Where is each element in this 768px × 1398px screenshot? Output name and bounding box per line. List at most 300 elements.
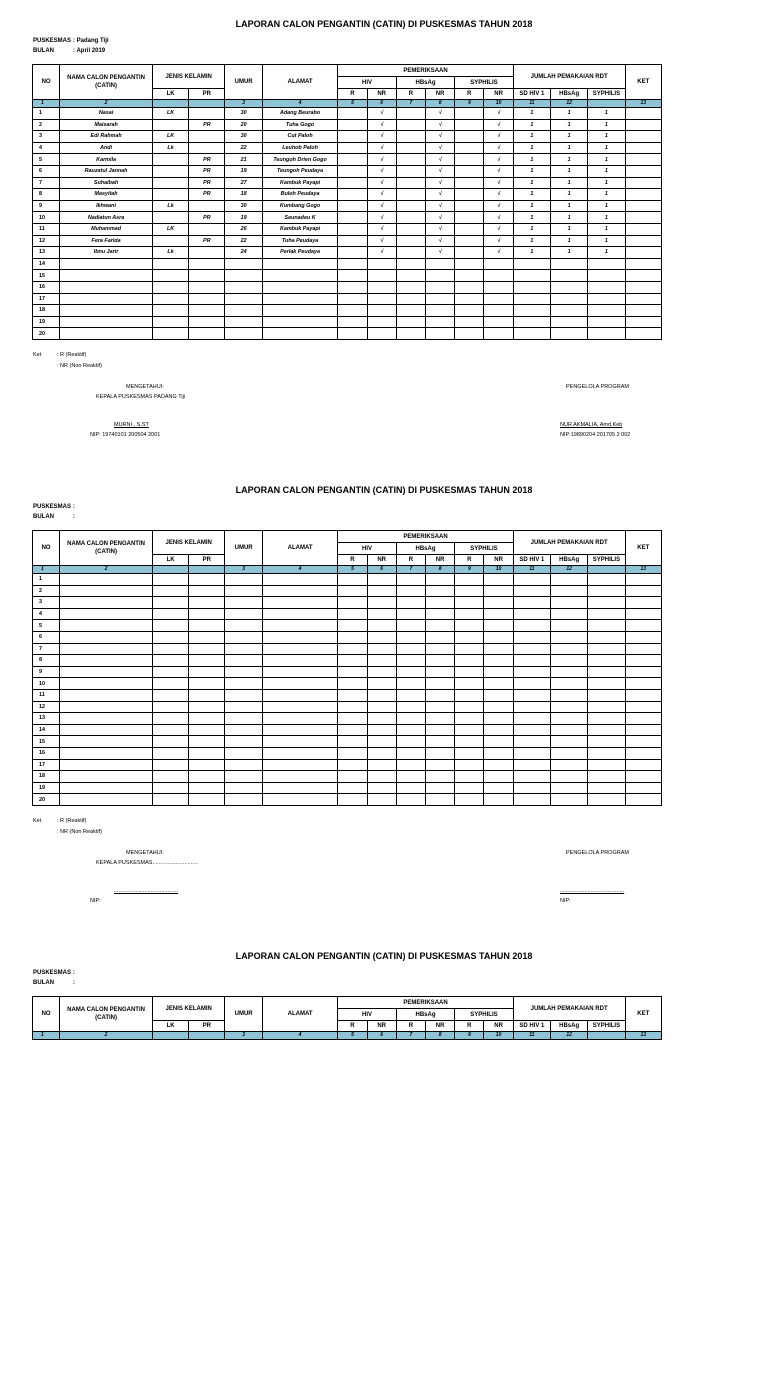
cell-syphilis-r — [455, 247, 484, 259]
cell-hbsag-nr — [426, 258, 455, 270]
cell-hiv-nr — [367, 258, 396, 270]
cell-ket — [625, 189, 661, 201]
table-row — [33, 316, 662, 328]
cell-hbsag-nr: √ — [426, 108, 455, 120]
cell-lk — [152, 293, 188, 305]
cell-umur — [225, 666, 262, 678]
catin-table — [32, 64, 662, 340]
cell-ket — [625, 678, 661, 690]
legend-label: Ket — [33, 352, 42, 358]
report-sheet — [0, 0, 768, 466]
cell-umur — [225, 305, 262, 317]
cell-hbsag-r — [396, 293, 425, 305]
cell-syphilis-r — [455, 794, 484, 806]
column-number: 13 — [625, 100, 661, 108]
cell-lk — [152, 713, 188, 725]
cell-rdt-hbsag: 1 — [551, 142, 588, 154]
cell-hbsag-nr — [426, 305, 455, 317]
cell-hbsag-r — [396, 258, 425, 270]
cell-hbsag-r — [396, 305, 425, 317]
col-rdt-syphilis: SYPHILIS — [588, 555, 625, 566]
cell-rdt-syphilis: 1 — [588, 165, 625, 177]
column-number: 1 — [33, 1032, 60, 1040]
cell-umur: 30 — [225, 108, 262, 120]
table-row — [33, 235, 662, 247]
cell-lk — [152, 701, 188, 713]
cell-nama: Edi Rahmah — [60, 131, 153, 143]
cell-lk — [152, 119, 188, 131]
cell-hiv-r — [338, 747, 367, 759]
cell-umur — [225, 713, 262, 725]
cell-syphilis-r — [455, 293, 484, 305]
cell-rdt-hbsag: 1 — [551, 247, 588, 259]
cell-rdt-syphilis: 1 — [588, 189, 625, 201]
cell-rdt-hiv: 1 — [513, 223, 550, 235]
cell-rdt-syphilis: 1 — [588, 108, 625, 120]
col-rdt-sd-hiv1: SD HIV 1 — [513, 89, 550, 100]
cell-hiv-nr — [367, 608, 396, 620]
cell-hiv-nr — [367, 597, 396, 609]
cell-rdt-hiv: 1 — [513, 247, 550, 259]
cell-rdt-hbsag — [551, 281, 588, 293]
cell-syphilis-r — [455, 782, 484, 794]
cell-nama — [60, 713, 153, 725]
cell-umur: 30 — [225, 131, 262, 143]
column-number — [588, 100, 625, 108]
cell-ket — [625, 701, 661, 713]
cell-syphilis-nr: √ — [484, 165, 513, 177]
legend — [33, 816, 102, 838]
cell-nama — [60, 736, 153, 748]
cell-hbsag-r — [396, 142, 425, 154]
col-syphilis-nr: NR — [484, 555, 513, 566]
table-row — [33, 631, 662, 643]
cell-rdt-hbsag — [551, 574, 588, 586]
cell-hbsag-r — [396, 223, 425, 235]
cell-alamat — [262, 328, 338, 340]
cell-rdt-hiv — [513, 678, 550, 690]
cell-umur — [225, 689, 262, 701]
cell-hbsag-nr: √ — [426, 189, 455, 201]
cell-hiv-nr — [367, 631, 396, 643]
cell-syphilis-r — [455, 666, 484, 678]
cell-no: 18 — [33, 305, 60, 317]
cell-rdt-hbsag: 1 — [551, 165, 588, 177]
cell-syphilis-r — [455, 631, 484, 643]
col-hiv-nr: NR — [367, 1021, 396, 1032]
cell-syphilis-r — [455, 724, 484, 736]
col-syphilis: SYPHILIS — [455, 77, 514, 89]
cell-rdt-hbsag — [551, 620, 588, 632]
column-number: 9 — [455, 566, 484, 574]
col-pr: PR — [189, 89, 225, 100]
column-number: 11 — [513, 100, 550, 108]
cell-lk — [152, 154, 188, 166]
cell-rdt-hbsag: 1 — [551, 154, 588, 166]
cell-ket — [625, 747, 661, 759]
cell-hbsag-nr: √ — [426, 119, 455, 131]
cell-alamat — [262, 701, 338, 713]
cell-hiv-nr — [367, 305, 396, 317]
pengelola-title: PENGELOLA PROGRAM — [566, 850, 629, 856]
column-number: 6 — [367, 100, 396, 108]
cell-hbsag-r — [396, 620, 425, 632]
bulan-line — [33, 46, 109, 56]
table-row — [33, 655, 662, 667]
cell-syphilis-r — [455, 597, 484, 609]
cell-nama: Nadiatun Asra — [60, 212, 153, 224]
cell-ket — [625, 328, 661, 340]
col-alamat: ALAMAT — [262, 997, 338, 1032]
cell-rdt-syphilis — [588, 701, 625, 713]
table-row — [33, 713, 662, 725]
cell-hbsag-nr — [426, 771, 455, 783]
cell-syphilis-r — [455, 223, 484, 235]
cell-rdt-hiv — [513, 701, 550, 713]
cell-no: 6 — [33, 631, 60, 643]
cell-hiv-nr — [367, 328, 396, 340]
cell-ket — [625, 247, 661, 259]
cell-hiv-r — [338, 154, 367, 166]
puskesmas-line — [33, 968, 75, 978]
cell-ket — [625, 131, 661, 143]
cell-alamat: Tuha Peudaya — [262, 235, 338, 247]
cell-rdt-hbsag: 1 — [551, 189, 588, 201]
cell-hiv-r — [338, 200, 367, 212]
cell-pr — [189, 655, 225, 667]
cell-pr: PR — [189, 235, 225, 247]
col-jenis-kelamin: JENIS KELAMIN — [152, 531, 225, 555]
cell-pr — [189, 794, 225, 806]
cell-pr — [189, 724, 225, 736]
cell-hiv-nr: √ — [367, 177, 396, 189]
cell-hiv-nr: √ — [367, 235, 396, 247]
col-no: NO — [33, 65, 60, 100]
cell-no: 9 — [33, 200, 60, 212]
bulan-label: BULAN — [33, 514, 54, 520]
cell-hiv-nr — [367, 281, 396, 293]
cell-syphilis-nr — [484, 747, 513, 759]
col-lk: LK — [152, 1021, 188, 1032]
cell-ket — [625, 305, 661, 317]
cell-hbsag-r — [396, 328, 425, 340]
cell-nama — [60, 782, 153, 794]
col-rdt-hbsag: HBsAg — [551, 555, 588, 566]
cell-umur — [225, 701, 262, 713]
cell-rdt-syphilis: 1 — [588, 154, 625, 166]
column-number — [152, 566, 188, 574]
cell-rdt-hiv — [513, 608, 550, 620]
cell-umur: 30 — [225, 200, 262, 212]
cell-rdt-syphilis: 1 — [588, 212, 625, 224]
pengelola-name: .......................................... — [560, 888, 625, 894]
cell-rdt-hbsag — [551, 305, 588, 317]
bulan-line — [33, 512, 75, 522]
cell-lk — [152, 736, 188, 748]
cell-hbsag-nr: √ — [426, 247, 455, 259]
report-title: LAPORAN CALON PENGANTIN (CATIN) DI PUSKESMAS TAHUN 2018 — [235, 485, 533, 495]
table-row — [33, 223, 662, 235]
cell-lk — [152, 177, 188, 189]
cell-ket — [625, 724, 661, 736]
cell-hbsag-r — [396, 643, 425, 655]
col-nama: NAMA CALON PENGANTIN (CATIN) — [60, 997, 153, 1032]
table-row — [33, 200, 662, 212]
cell-rdt-hiv: 1 — [513, 212, 550, 224]
cell-hiv-r — [338, 108, 367, 120]
col-jumlah-rdt: JUMLAH PEMAKAIAN RDT — [513, 997, 625, 1021]
col-syphilis-r: R — [455, 1021, 484, 1032]
cell-nama — [60, 258, 153, 270]
cell-ket — [625, 655, 661, 667]
cell-rdt-syphilis — [588, 597, 625, 609]
column-number: 11 — [513, 1032, 550, 1040]
cell-hbsag-r — [396, 759, 425, 771]
cell-hbsag-nr — [426, 631, 455, 643]
cell-umur: 21 — [225, 154, 262, 166]
cell-hiv-r — [338, 235, 367, 247]
cell-lk — [152, 597, 188, 609]
column-number: 8 — [426, 1032, 455, 1040]
cell-hbsag-r — [396, 701, 425, 713]
table-row — [33, 270, 662, 282]
cell-alamat: Kambuk Payapi — [262, 223, 338, 235]
cell-ket — [625, 108, 661, 120]
cell-hiv-nr — [367, 759, 396, 771]
column-number: 10 — [484, 1032, 513, 1040]
cell-alamat: Seunadeu K — [262, 212, 338, 224]
cell-nama — [60, 270, 153, 282]
cell-alamat — [262, 759, 338, 771]
cell-hiv-r — [338, 608, 367, 620]
pengelola-nip: NIP: — [560, 898, 571, 904]
column-number — [588, 566, 625, 574]
cell-nama: Maisarah — [60, 119, 153, 131]
cell-ket — [625, 212, 661, 224]
cell-umur — [225, 736, 262, 748]
cell-hiv-nr — [367, 747, 396, 759]
cell-ket — [625, 574, 661, 586]
cell-pr — [189, 759, 225, 771]
cell-rdt-syphilis — [588, 316, 625, 328]
catin-table — [32, 996, 662, 1040]
cell-rdt-syphilis: 1 — [588, 142, 625, 154]
col-jenis-kelamin: JENIS KELAMIN — [152, 997, 225, 1021]
cell-umur — [225, 608, 262, 620]
column-number-row — [33, 566, 662, 574]
cell-hiv-r — [338, 305, 367, 317]
cell-rdt-hbsag — [551, 794, 588, 806]
col-ket: KET — [625, 65, 661, 100]
cell-ket — [625, 154, 661, 166]
cell-pr: PR — [189, 165, 225, 177]
cell-alamat — [262, 643, 338, 655]
cell-hbsag-r — [396, 655, 425, 667]
report-meta — [33, 968, 75, 988]
cell-rdt-hiv: 1 — [513, 189, 550, 201]
cell-rdt-hiv: 1 — [513, 154, 550, 166]
cell-pr — [189, 747, 225, 759]
cell-rdt-hiv — [513, 655, 550, 667]
cell-rdt-hiv — [513, 747, 550, 759]
cell-alamat — [262, 782, 338, 794]
col-jumlah-rdt: JUMLAH PEMAKAIAN RDT — [513, 65, 625, 89]
col-hbsag-r: R — [396, 555, 425, 566]
cell-syphilis-nr — [484, 736, 513, 748]
cell-nama — [60, 643, 153, 655]
cell-lk — [152, 666, 188, 678]
column-number: 2 — [60, 100, 153, 108]
cell-nama — [60, 701, 153, 713]
cell-pr — [189, 713, 225, 725]
cell-pr — [189, 293, 225, 305]
cell-hiv-nr: √ — [367, 165, 396, 177]
cell-hiv-r — [338, 142, 367, 154]
cell-hbsag-r — [396, 597, 425, 609]
cell-rdt-hbsag — [551, 270, 588, 282]
cell-pr — [189, 142, 225, 154]
table-row — [33, 782, 662, 794]
cell-rdt-hbsag: 1 — [551, 119, 588, 131]
legend — [33, 350, 102, 372]
cell-hbsag-r — [396, 747, 425, 759]
cell-hbsag-r — [396, 247, 425, 259]
cell-hbsag-nr — [426, 585, 455, 597]
table-row — [33, 119, 662, 131]
cell-lk — [152, 165, 188, 177]
cell-alamat — [262, 620, 338, 632]
cell-no: 4 — [33, 142, 60, 154]
cell-hiv-r — [338, 177, 367, 189]
cell-rdt-syphilis — [588, 666, 625, 678]
cell-syphilis-nr: √ — [484, 177, 513, 189]
cell-lk — [152, 643, 188, 655]
cell-alamat — [262, 574, 338, 586]
cell-alamat — [262, 713, 338, 725]
cell-rdt-syphilis: 1 — [588, 119, 625, 131]
cell-rdt-hiv — [513, 771, 550, 783]
legend-non-reaktif: : NR (Non Reaktif) — [57, 829, 102, 835]
cell-hbsag-nr: √ — [426, 142, 455, 154]
cell-rdt-hiv — [513, 689, 550, 701]
cell-rdt-hiv: 1 — [513, 165, 550, 177]
cell-rdt-hbsag — [551, 759, 588, 771]
cell-alamat — [262, 631, 338, 643]
col-rdt-sd-hiv1: SD HIV 1 — [513, 1021, 550, 1032]
cell-no: 9 — [33, 666, 60, 678]
cell-rdt-hbsag — [551, 736, 588, 748]
cell-hbsag-nr — [426, 281, 455, 293]
cell-hiv-nr — [367, 620, 396, 632]
cell-ket — [625, 771, 661, 783]
cell-lk — [152, 655, 188, 667]
cell-umur: 22 — [225, 142, 262, 154]
puskesmas-value: : Padang Tiji — [73, 38, 109, 44]
cell-lk — [152, 771, 188, 783]
cell-hbsag-r — [396, 177, 425, 189]
table-row — [33, 305, 662, 317]
cell-hbsag-r — [396, 154, 425, 166]
cell-pr — [189, 782, 225, 794]
cell-alamat: Kambuk Payapi — [262, 177, 338, 189]
col-no: NO — [33, 997, 60, 1032]
cell-rdt-hbsag — [551, 258, 588, 270]
column-number: 10 — [484, 566, 513, 574]
cell-syphilis-nr: √ — [484, 247, 513, 259]
cell-syphilis-nr — [484, 771, 513, 783]
bulan-value: : April 2019 — [73, 48, 106, 54]
cell-umur — [225, 678, 262, 690]
cell-rdt-hbsag: 1 — [551, 223, 588, 235]
cell-lk: LK — [152, 108, 188, 120]
cell-syphilis-r — [455, 608, 484, 620]
cell-umur — [225, 655, 262, 667]
cell-hiv-r — [338, 655, 367, 667]
cell-syphilis-r — [455, 154, 484, 166]
cell-hiv-nr — [367, 736, 396, 748]
column-number: 5 — [338, 1032, 367, 1040]
puskesmas-value: : — [73, 970, 75, 976]
cell-rdt-syphilis — [588, 678, 625, 690]
cell-umur — [225, 328, 262, 340]
cell-hiv-nr — [367, 666, 396, 678]
cell-hbsag-nr — [426, 782, 455, 794]
cell-hiv-nr — [367, 678, 396, 690]
cell-pr — [189, 736, 225, 748]
cell-no: 19 — [33, 782, 60, 794]
cell-lk — [152, 724, 188, 736]
cell-hiv-r — [338, 258, 367, 270]
cell-no: 3 — [33, 597, 60, 609]
table-row — [33, 678, 662, 690]
cell-ket — [625, 200, 661, 212]
cell-hiv-nr — [367, 689, 396, 701]
cell-hbsag-nr — [426, 759, 455, 771]
cell-ket — [625, 643, 661, 655]
cell-no: 7 — [33, 643, 60, 655]
cell-no: 11 — [33, 689, 60, 701]
cell-umur: 18 — [225, 189, 262, 201]
cell-hbsag-nr — [426, 678, 455, 690]
kepala-nip: NIP: 19740101 200504 2001 — [90, 432, 161, 438]
cell-no: 17 — [33, 759, 60, 771]
cell-hiv-r — [338, 223, 367, 235]
puskesmas-label: PUSKESMAS — [33, 504, 72, 510]
column-number: 10 — [484, 100, 513, 108]
cell-hbsag-nr — [426, 620, 455, 632]
col-pr: PR — [189, 1021, 225, 1032]
cell-hiv-nr: √ — [367, 223, 396, 235]
cell-hiv-r — [338, 759, 367, 771]
column-number: 1 — [33, 100, 60, 108]
cell-pr — [189, 771, 225, 783]
cell-rdt-syphilis: 1 — [588, 177, 625, 189]
cell-ket — [625, 293, 661, 305]
cell-rdt-hbsag — [551, 713, 588, 725]
bulan-value: : — [73, 980, 75, 986]
cell-no: 7 — [33, 177, 60, 189]
cell-rdt-hiv — [513, 782, 550, 794]
cell-lk — [152, 189, 188, 201]
cell-ket — [625, 689, 661, 701]
cell-nama: Rauzatul Jannah — [60, 165, 153, 177]
cell-hbsag-r — [396, 631, 425, 643]
cell-no: 20 — [33, 794, 60, 806]
col-hbsag: HBsAg — [396, 543, 454, 555]
cell-hbsag-r — [396, 585, 425, 597]
col-syphilis-r: R — [455, 89, 484, 100]
cell-rdt-syphilis — [588, 270, 625, 282]
